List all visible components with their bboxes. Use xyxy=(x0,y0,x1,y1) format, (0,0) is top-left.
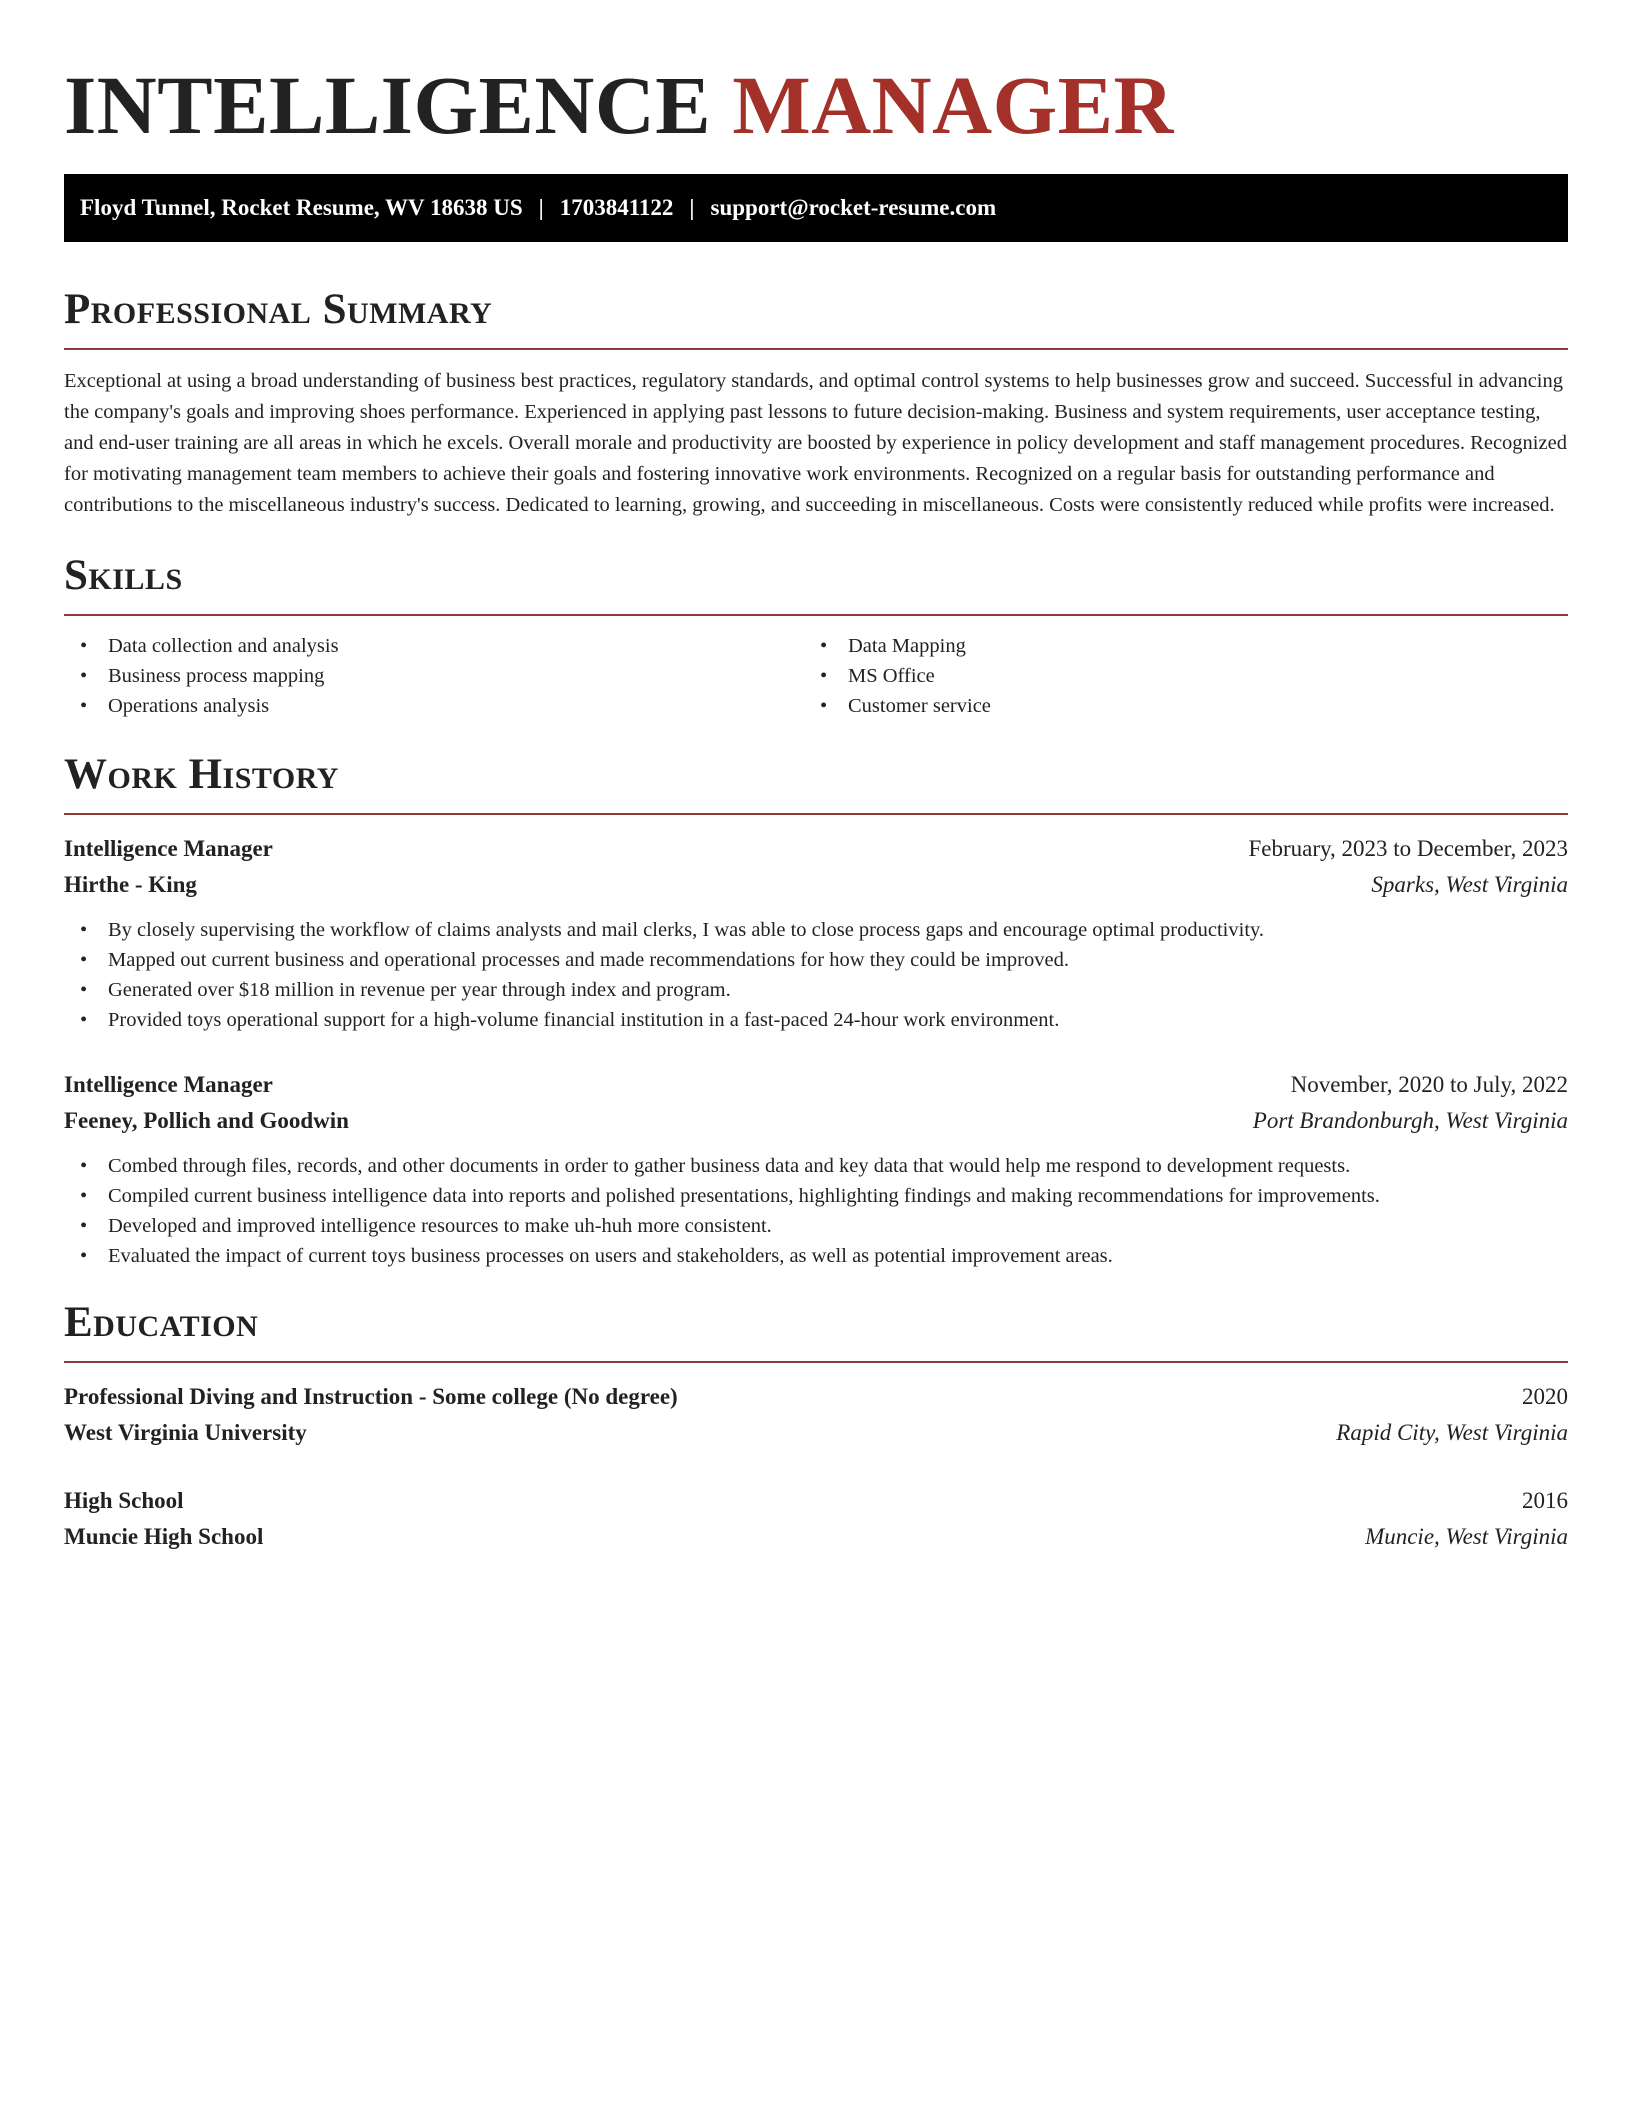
skills-heading: Skills xyxy=(64,552,183,599)
job-title: Intelligence Manager xyxy=(64,836,273,861)
job-bullet: • Evaluated the impact of current toys business processes on users and stakeholders, as well as potential improvement areas. xyxy=(64,1241,1568,1271)
job-title-row xyxy=(64,1067,1568,1103)
job-company: Hirthe - King xyxy=(64,872,197,897)
summary-heading: Professional Summary xyxy=(64,286,493,333)
contact-separator: | xyxy=(689,195,695,220)
school-row xyxy=(64,1519,1568,1555)
school-location: Muncie, West Virginia xyxy=(1365,1524,1568,1549)
school-location: Rapid City, West Virginia xyxy=(1336,1420,1568,1445)
degree-name: High School xyxy=(64,1488,184,1513)
degree-row xyxy=(64,1483,1568,1519)
job-bullet: • Combed through files, records, and other documents in order to gather business data and key data that would help me respond to development requests. xyxy=(64,1151,1568,1181)
job-title-row xyxy=(64,831,1568,867)
contact-bar xyxy=(64,174,1568,242)
job-entry xyxy=(64,1067,1568,1271)
job-title: Intelligence Manager xyxy=(64,1072,273,1097)
job-dates: February, 2023 to December, 2023 xyxy=(1248,836,1568,861)
degree-row xyxy=(64,1379,1568,1415)
job-bullet: • Developed and improved intelligence resources to make uh-huh more consistent. xyxy=(64,1211,1568,1241)
job-dates: November, 2020 to July, 2022 xyxy=(1290,1072,1568,1097)
job-location: Sparks, West Virginia xyxy=(1371,872,1568,897)
skill-item: • MS Office xyxy=(804,661,1544,691)
skills-column-right xyxy=(804,631,1544,721)
degree-year: 2020 xyxy=(1522,1384,1568,1409)
title-first-word: INTELLIGENCE xyxy=(64,59,712,151)
school-name: Muncie High School xyxy=(64,1524,264,1549)
resume-title xyxy=(64,0,1568,154)
degree-year: 2016 xyxy=(1522,1488,1568,1513)
skills-column-left xyxy=(64,631,804,721)
job-bullet: • Generated over $18 million in revenue per year through index and program. xyxy=(64,975,1568,1005)
job-bullet: • Provided toys operational support for a high-volume financial institution in a fast-paced 24-hour work environment. xyxy=(64,1005,1568,1035)
education-heading: Education xyxy=(64,1299,259,1346)
section-divider xyxy=(64,1361,1568,1363)
job-bullet: • Compiled current business intelligence data into reports and polished presentations, highlighting findings and making recommendations for improvements. xyxy=(64,1181,1568,1211)
job-company: Feeney, Pollich and Goodwin xyxy=(64,1108,349,1133)
summary-text: Exceptional at using a broad understanding of business best practices, regulatory standards, and optimal control systems to help businesses grow and succeed. Successful in advancing the company's goals and improving shoes performance. Experienced in applying past lessons to future decision-making. Business and system requirements, user acceptance testing, and end-user training are all areas in which he excels. Overall morale and productivity are boosted by experience in policy development and staff management procedures. Recognized for motivating management team members to achieve their goals and fostering innovative work environments. Recognized on a regular basis for outstanding performance and contributions to the miscellaneous industry's success. Dedicated to learning, growing, and succeeding in miscellaneous. Costs were consistently reduced while profits were increased. xyxy=(64,370,1567,516)
skills-list xyxy=(64,631,1568,721)
job-bullets xyxy=(64,1151,1568,1271)
work-history-heading: Work History xyxy=(64,751,339,798)
skill-item: • Operations analysis xyxy=(64,691,804,721)
section-divider xyxy=(64,348,1568,350)
skill-item: • Data Mapping xyxy=(804,631,1544,661)
education-entry xyxy=(64,1483,1568,1555)
contact-phone: 1703841122 xyxy=(559,195,674,220)
job-bullets xyxy=(64,915,1568,1035)
contact-email[interactable]: support@rocket-resume.com xyxy=(710,195,997,220)
job-location: Port Brandonburgh, West Virginia xyxy=(1252,1108,1568,1133)
skill-item: • Data collection and analysis xyxy=(64,631,804,661)
job-company-row xyxy=(64,867,1568,903)
skill-item: • Customer service xyxy=(804,691,1544,721)
contact-address: Floyd Tunnel, Rocket Resume, WV 18638 US xyxy=(80,195,523,220)
resume-content xyxy=(64,0,1568,1555)
job-bullet: • Mapped out current business and operational processes and made recommendations for how they could be improved. xyxy=(64,945,1568,975)
job-company-row xyxy=(64,1103,1568,1139)
skill-item: • Business process mapping xyxy=(64,661,804,691)
school-name: West Virginia University xyxy=(64,1420,307,1445)
education-entry xyxy=(64,1379,1568,1451)
section-divider xyxy=(64,813,1568,815)
degree-name: Professional Diving and Instruction - Some college (No degree) xyxy=(64,1384,678,1409)
contact-separator: | xyxy=(538,195,544,220)
job-entry xyxy=(64,831,1568,1035)
job-bullet: • By closely supervising the workflow of claims analysts and mail clerks, I was able to close process gaps and encourage optimal productivity. xyxy=(64,915,1568,945)
title-last-word: MANAGER xyxy=(732,59,1174,151)
section-divider xyxy=(64,614,1568,616)
school-row xyxy=(64,1415,1568,1451)
